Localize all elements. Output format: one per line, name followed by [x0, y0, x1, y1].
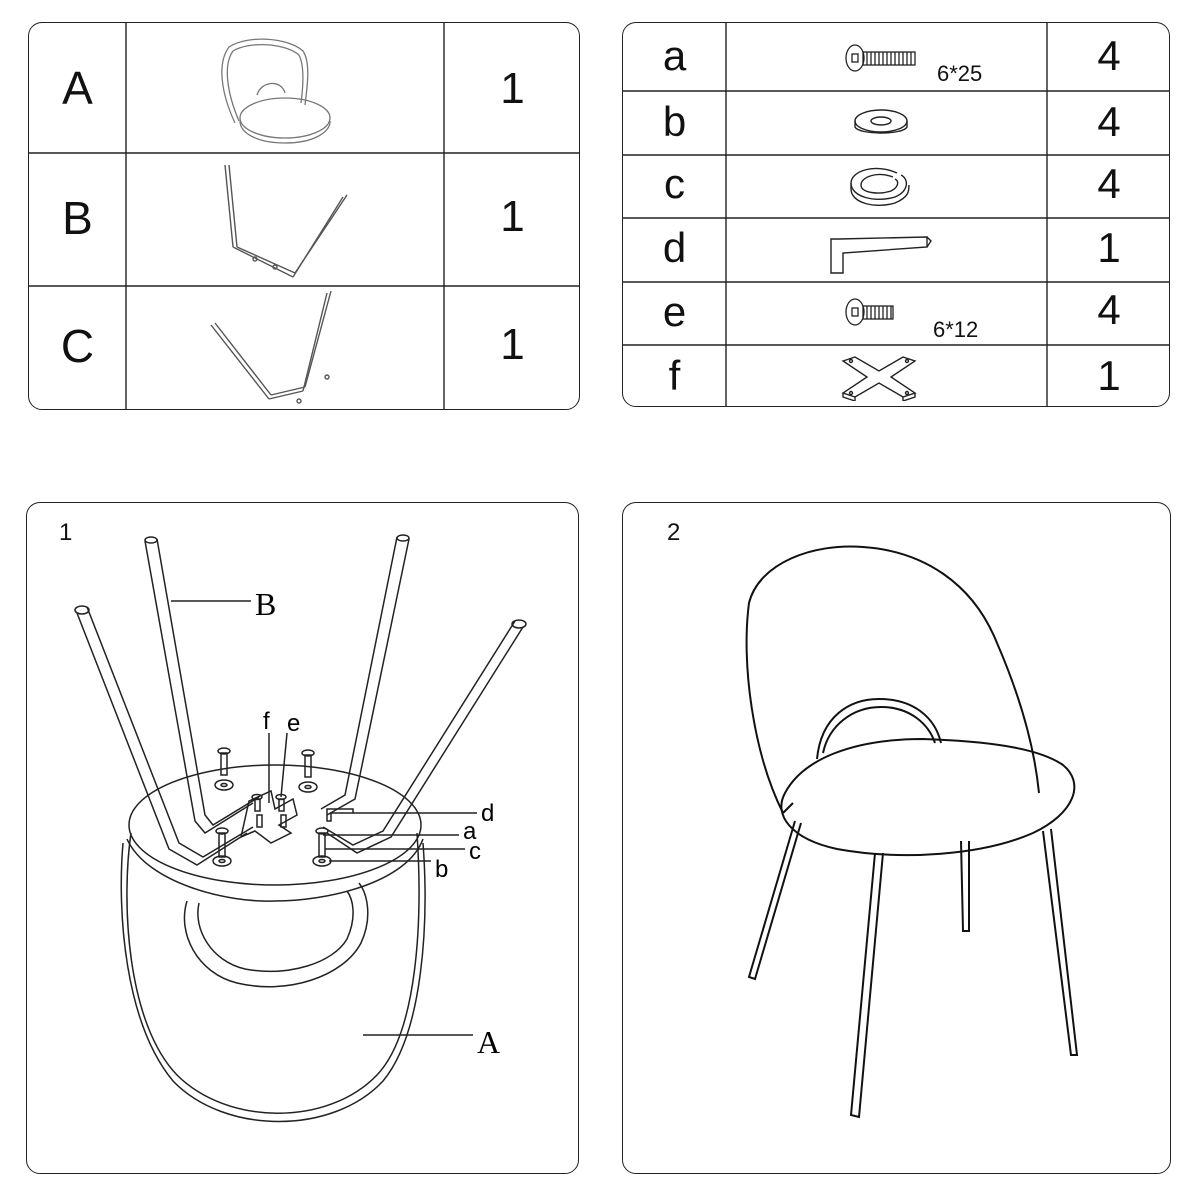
leg-b-left: [145, 541, 253, 833]
step1-panel: [26, 502, 579, 1174]
hw-letter-c: c: [664, 160, 685, 207]
chair-leg-front-left: [749, 821, 801, 979]
flat-washer-icon: [851, 105, 911, 141]
step1-number: 1: [59, 519, 73, 546]
hw-letter-e: e: [662, 288, 687, 335]
chair-backrest: [747, 546, 1039, 813]
label-b: b: [435, 856, 449, 883]
chair-leg-back-left: [851, 853, 883, 1117]
hw-qty-a: 4: [1097, 32, 1121, 79]
part-qty-a: 1: [500, 64, 525, 113]
hw-qty-f: 1: [1097, 352, 1121, 399]
label-f: f: [263, 708, 270, 735]
label-a: a: [463, 818, 477, 845]
hw-qty-b: 4: [1097, 98, 1121, 145]
hw-size-a: 6*25: [937, 61, 983, 86]
spring-washer-icon: [845, 163, 915, 209]
step1-assembly-illustration: [27, 503, 579, 1174]
part-qty-b: 1: [500, 192, 525, 241]
seat-backrest-icon: [207, 33, 337, 148]
hw-letter-a: a: [662, 32, 687, 79]
label-A: A: [477, 1024, 501, 1060]
short-bolt-icon: [843, 297, 903, 329]
part-letter-b: B: [62, 192, 93, 244]
hardware-table: [622, 22, 1170, 407]
label-c: c: [469, 838, 481, 865]
step2-panel: [622, 502, 1171, 1174]
parts-table: [28, 22, 580, 410]
leg-frame-b-icon: [211, 159, 351, 281]
hw-qty-c: 4: [1097, 160, 1121, 207]
label-e: e: [287, 710, 301, 737]
allen-key-icon: [823, 227, 943, 277]
part-letter-a: A: [62, 62, 93, 114]
hw-letter-b: b: [662, 98, 687, 145]
long-bolt-icon: [843, 43, 923, 73]
leg-frame-c-icon: [207, 289, 357, 407]
leg-c-left: [77, 613, 247, 865]
seat-underside: [129, 765, 421, 885]
hw-letter-f: f: [668, 352, 681, 399]
seat-shell: [127, 833, 419, 1113]
hardware-table-grid: [623, 23, 1169, 406]
hw-letter-d: d: [662, 224, 687, 271]
part-letter-c: C: [60, 320, 95, 372]
assembled-chair-illustration: [623, 503, 1171, 1174]
step2-number: 2: [667, 519, 681, 546]
hw-qty-d: 1: [1097, 224, 1121, 271]
label-B: B: [255, 586, 277, 622]
chair-leg-front-right: [961, 841, 969, 931]
chair-seat: [781, 739, 1074, 855]
hw-size-e: 6*12: [933, 317, 979, 342]
label-d: d: [481, 800, 495, 827]
hw-qty-e: 4: [1097, 286, 1121, 333]
part-qty-c: 1: [500, 320, 525, 369]
cross-plate-icon: [839, 353, 919, 401]
chair-leg-back-right: [1043, 829, 1077, 1055]
